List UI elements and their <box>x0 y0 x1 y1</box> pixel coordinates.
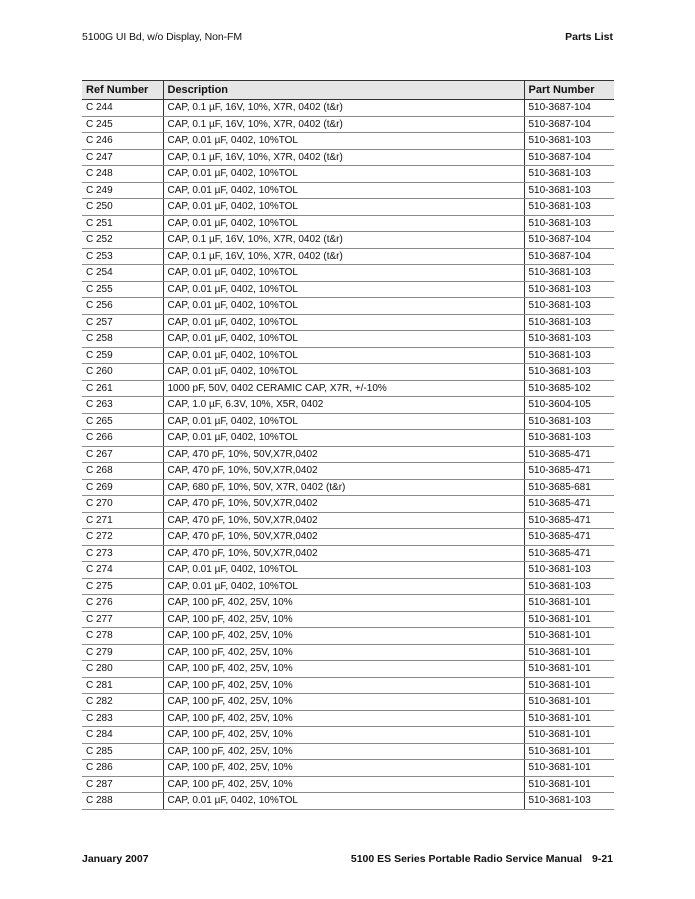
description-cell: CAP, 0.01 µF, 0402, 10%TOL <box>163 133 524 150</box>
description-cell: CAP, 470 pF, 10%, 50V,X7R,0402 <box>163 545 524 562</box>
ref-number-cell: C 270 <box>82 496 163 513</box>
part-number-cell: 510-3685-471 <box>524 512 614 529</box>
description-cell: CAP, 470 pF, 10%, 50V,X7R,0402 <box>163 529 524 546</box>
part-number-cell: 510-3681-101 <box>524 677 614 694</box>
ref-number-cell: C 257 <box>82 314 163 331</box>
table-row <box>82 760 614 777</box>
table-row <box>82 446 614 463</box>
description-cell: CAP, 470 pF, 10%, 50V,X7R,0402 <box>163 446 524 463</box>
part-number-cell: 510-3687-104 <box>524 232 614 249</box>
ref-number-cell: C 249 <box>82 182 163 199</box>
ref-number-cell: C 269 <box>82 479 163 496</box>
part-number-cell: 510-3687-104 <box>524 248 614 265</box>
description-cell: CAP, 100 pF, 402, 25V, 10% <box>163 760 524 777</box>
table-row <box>82 793 614 810</box>
ref-number-cell: C 246 <box>82 133 163 150</box>
description-cell: CAP, 0.01 µF, 0402, 10%TOL <box>163 199 524 216</box>
part-number-cell: 510-3685-471 <box>524 463 614 480</box>
table-row <box>82 364 614 381</box>
part-number-cell: 510-3681-101 <box>524 760 614 777</box>
ref-number-cell: C 267 <box>82 446 163 463</box>
part-number-cell: 510-3681-103 <box>524 166 614 183</box>
table-row <box>82 529 614 546</box>
description-cell: CAP, 0.01 µF, 0402, 10%TOL <box>163 562 524 579</box>
description-cell: CAP, 100 pF, 402, 25V, 10% <box>163 661 524 678</box>
ref-number-cell: C 259 <box>82 347 163 364</box>
description-cell: CAP, 100 pF, 402, 25V, 10% <box>163 628 524 645</box>
part-number-cell: 510-3681-101 <box>524 644 614 661</box>
part-number-cell: 510-3681-101 <box>524 611 614 628</box>
ref-number-cell: C 258 <box>82 331 163 348</box>
ref-number-cell: C 288 <box>82 793 163 810</box>
part-number-cell: 510-3681-103 <box>524 364 614 381</box>
part-number-cell: 510-3681-103 <box>524 199 614 216</box>
description-cell: CAP, 0.1 µF, 16V, 10%, X7R, 0402 (t&r) <box>163 100 524 117</box>
part-number-cell: 510-3681-103 <box>524 331 614 348</box>
description-cell: CAP, 100 pF, 402, 25V, 10% <box>163 677 524 694</box>
description-cell: CAP, 0.01 µF, 0402, 10%TOL <box>163 215 524 232</box>
table-row <box>82 397 614 414</box>
part-number-cell: 510-3687-104 <box>524 116 614 133</box>
ref-number-cell: C 271 <box>82 512 163 529</box>
table-row <box>82 776 614 793</box>
ref-number-cell: C 272 <box>82 529 163 546</box>
table-row <box>82 166 614 183</box>
table-row <box>82 496 614 513</box>
table-row <box>82 661 614 678</box>
table-row <box>82 562 614 579</box>
ref-number-cell: C 284 <box>82 727 163 744</box>
ref-number-cell: C 265 <box>82 413 163 430</box>
description-cell: CAP, 100 pF, 402, 25V, 10% <box>163 611 524 628</box>
description-cell: CAP, 100 pF, 402, 25V, 10% <box>163 743 524 760</box>
part-number-cell: 510-3681-103 <box>524 314 614 331</box>
part-number-cell: 510-3681-103 <box>524 265 614 282</box>
ref-number-cell: C 251 <box>82 215 163 232</box>
ref-number-cell: C 276 <box>82 595 163 612</box>
ref-number-cell: C 252 <box>82 232 163 249</box>
table-row <box>82 595 614 612</box>
table-row <box>82 479 614 496</box>
description-cell: CAP, 0.1 µF, 16V, 10%, X7R, 0402 (t&r) <box>163 149 524 166</box>
column-header-part-number: Part Number <box>524 81 614 100</box>
description-cell: CAP, 100 pF, 402, 25V, 10% <box>163 727 524 744</box>
page-header-title: Parts List <box>565 31 613 43</box>
ref-number-cell: C 283 <box>82 710 163 727</box>
ref-number-cell: C 248 <box>82 166 163 183</box>
part-number-cell: 510-3681-103 <box>524 298 614 315</box>
table-header-row <box>82 81 614 100</box>
table-row <box>82 215 614 232</box>
footer-manual-title: 5100 ES Series Portable Radio Service Manual <box>350 853 582 865</box>
parts-table-body <box>82 100 614 810</box>
part-number-cell: 510-3681-103 <box>524 215 614 232</box>
table-row <box>82 628 614 645</box>
ref-number-cell: C 274 <box>82 562 163 579</box>
description-cell: CAP, 100 pF, 402, 25V, 10% <box>163 776 524 793</box>
table-row <box>82 331 614 348</box>
ref-number-cell: C 247 <box>82 149 163 166</box>
column-header-ref-number: Ref Number <box>82 81 163 100</box>
ref-number-cell: C 275 <box>82 578 163 595</box>
description-cell: CAP, 0.01 µF, 0402, 10%TOL <box>163 298 524 315</box>
part-number-cell: 510-3681-103 <box>524 562 614 579</box>
table-row <box>82 281 614 298</box>
description-cell: CAP, 0.01 µF, 0402, 10%TOL <box>163 364 524 381</box>
ref-number-cell: C 282 <box>82 694 163 711</box>
part-number-cell: 510-3687-104 <box>524 100 614 117</box>
description-cell: CAP, 0.1 µF, 16V, 10%, X7R, 0402 (t&r) <box>163 116 524 133</box>
table-row <box>82 232 614 249</box>
part-number-cell: 510-3681-101 <box>524 710 614 727</box>
part-number-cell: 510-3685-471 <box>524 496 614 513</box>
part-number-cell: 510-3681-101 <box>524 595 614 612</box>
ref-number-cell: C 285 <box>82 743 163 760</box>
ref-number-cell: C 277 <box>82 611 163 628</box>
table-row <box>82 413 614 430</box>
footer-date: January 2007 <box>82 853 149 865</box>
table-row <box>82 463 614 480</box>
description-cell: CAP, 0.01 µF, 0402, 10%TOL <box>163 578 524 595</box>
description-cell: CAP, 0.1 µF, 16V, 10%, X7R, 0402 (t&r) <box>163 232 524 249</box>
part-number-cell: 510-3685-471 <box>524 446 614 463</box>
description-cell: CAP, 0.01 µF, 0402, 10%TOL <box>163 265 524 282</box>
description-cell: CAP, 470 pF, 10%, 50V,X7R,0402 <box>163 512 524 529</box>
table-row <box>82 430 614 447</box>
ref-number-cell: C 250 <box>82 199 163 216</box>
description-cell: CAP, 0.01 µF, 0402, 10%TOL <box>163 314 524 331</box>
part-number-cell: 510-3681-101 <box>524 661 614 678</box>
description-cell: CAP, 0.01 µF, 0402, 10%TOL <box>163 182 524 199</box>
description-cell: CAP, 470 pF, 10%, 50V,X7R,0402 <box>163 463 524 480</box>
ref-number-cell: C 266 <box>82 430 163 447</box>
description-cell: CAP, 0.01 µF, 0402, 10%TOL <box>163 281 524 298</box>
table-row <box>82 100 614 117</box>
table-row <box>82 611 614 628</box>
table-row <box>82 743 614 760</box>
description-cell: CAP, 0.01 µF, 0402, 10%TOL <box>163 413 524 430</box>
ref-number-cell: C 279 <box>82 644 163 661</box>
description-cell: CAP, 680 pF, 10%, 50V, X7R, 0402 (t&r) <box>163 479 524 496</box>
ref-number-cell: C 253 <box>82 248 163 265</box>
table-row <box>82 265 614 282</box>
page-number: 9-21 <box>591 853 613 865</box>
table-row <box>82 314 614 331</box>
part-number-cell: 510-3681-101 <box>524 776 614 793</box>
table-row <box>82 199 614 216</box>
table-row <box>82 298 614 315</box>
ref-number-cell: C 281 <box>82 677 163 694</box>
part-number-cell: 510-3685-681 <box>524 479 614 496</box>
part-number-cell: 510-3681-101 <box>524 743 614 760</box>
table-row <box>82 512 614 529</box>
description-cell: CAP, 100 pF, 402, 25V, 10% <box>163 595 524 612</box>
table-row <box>82 133 614 150</box>
footer-manual <box>351 853 613 865</box>
description-cell: CAP, 100 pF, 402, 25V, 10% <box>163 644 524 661</box>
table-row <box>82 182 614 199</box>
ref-number-cell: C 245 <box>82 116 163 133</box>
ref-number-cell: C 263 <box>82 397 163 414</box>
description-cell: CAP, 100 pF, 402, 25V, 10% <box>163 694 524 711</box>
ref-number-cell: C 286 <box>82 760 163 777</box>
ref-number-cell: C 280 <box>82 661 163 678</box>
part-number-cell: 510-3681-103 <box>524 347 614 364</box>
ref-number-cell: C 255 <box>82 281 163 298</box>
part-number-cell: 510-3681-101 <box>524 628 614 645</box>
column-header-description: Description <box>163 81 524 100</box>
table-row <box>82 578 614 595</box>
part-number-cell: 510-3681-101 <box>524 727 614 744</box>
description-cell: CAP, 470 pF, 10%, 50V,X7R,0402 <box>163 496 524 513</box>
description-cell: CAP, 0.01 µF, 0402, 10%TOL <box>163 430 524 447</box>
parts-table <box>82 80 614 810</box>
description-cell: CAP, 0.01 µF, 0402, 10%TOL <box>163 166 524 183</box>
part-number-cell: 510-3685-471 <box>524 529 614 546</box>
ref-number-cell: C 254 <box>82 265 163 282</box>
ref-number-cell: C 260 <box>82 364 163 381</box>
part-number-cell: 510-3685-102 <box>524 380 614 397</box>
description-cell: CAP, 100 pF, 402, 25V, 10% <box>163 710 524 727</box>
description-cell: CAP, 0.01 µF, 0402, 10%TOL <box>163 331 524 348</box>
part-number-cell: 510-3681-103 <box>524 182 614 199</box>
ref-number-cell: C 273 <box>82 545 163 562</box>
table-row <box>82 347 614 364</box>
part-number-cell: 510-3687-104 <box>524 149 614 166</box>
part-number-cell: 510-3681-103 <box>524 578 614 595</box>
table-row <box>82 644 614 661</box>
table-row <box>82 149 614 166</box>
table-row <box>82 677 614 694</box>
table-row <box>82 248 614 265</box>
ref-number-cell: C 287 <box>82 776 163 793</box>
part-number-cell: 510-3685-471 <box>524 545 614 562</box>
description-cell: CAP, 1.0 µF, 6.3V, 10%, X5R, 0402 <box>163 397 524 414</box>
table-row <box>82 710 614 727</box>
part-number-cell: 510-3681-103 <box>524 133 614 150</box>
description-cell: CAP, 0.01 µF, 0402, 10%TOL <box>163 347 524 364</box>
part-number-cell: 510-3681-103 <box>524 793 614 810</box>
ref-number-cell: C 261 <box>82 380 163 397</box>
ref-number-cell: C 244 <box>82 100 163 117</box>
page-header-section: 5100G UI Bd, w/o Display, Non-FM <box>82 31 242 43</box>
table-row <box>82 545 614 562</box>
description-cell: CAP, 0.1 µF, 16V, 10%, X7R, 0402 (t&r) <box>163 248 524 265</box>
table-row <box>82 116 614 133</box>
description-cell: CAP, 0.01 µF, 0402, 10%TOL <box>163 793 524 810</box>
part-number-cell: 510-3604-105 <box>524 397 614 414</box>
part-number-cell: 510-3681-103 <box>524 281 614 298</box>
description-cell: 1000 pF, 50V, 0402 CERAMIC CAP, X7R, +/-10% <box>163 380 524 397</box>
part-number-cell: 510-3681-103 <box>524 430 614 447</box>
ref-number-cell: C 256 <box>82 298 163 315</box>
table-row <box>82 380 614 397</box>
table-row <box>82 694 614 711</box>
part-number-cell: 510-3681-103 <box>524 413 614 430</box>
ref-number-cell: C 268 <box>82 463 163 480</box>
ref-number-cell: C 278 <box>82 628 163 645</box>
part-number-cell: 510-3681-101 <box>524 694 614 711</box>
table-row <box>82 727 614 744</box>
